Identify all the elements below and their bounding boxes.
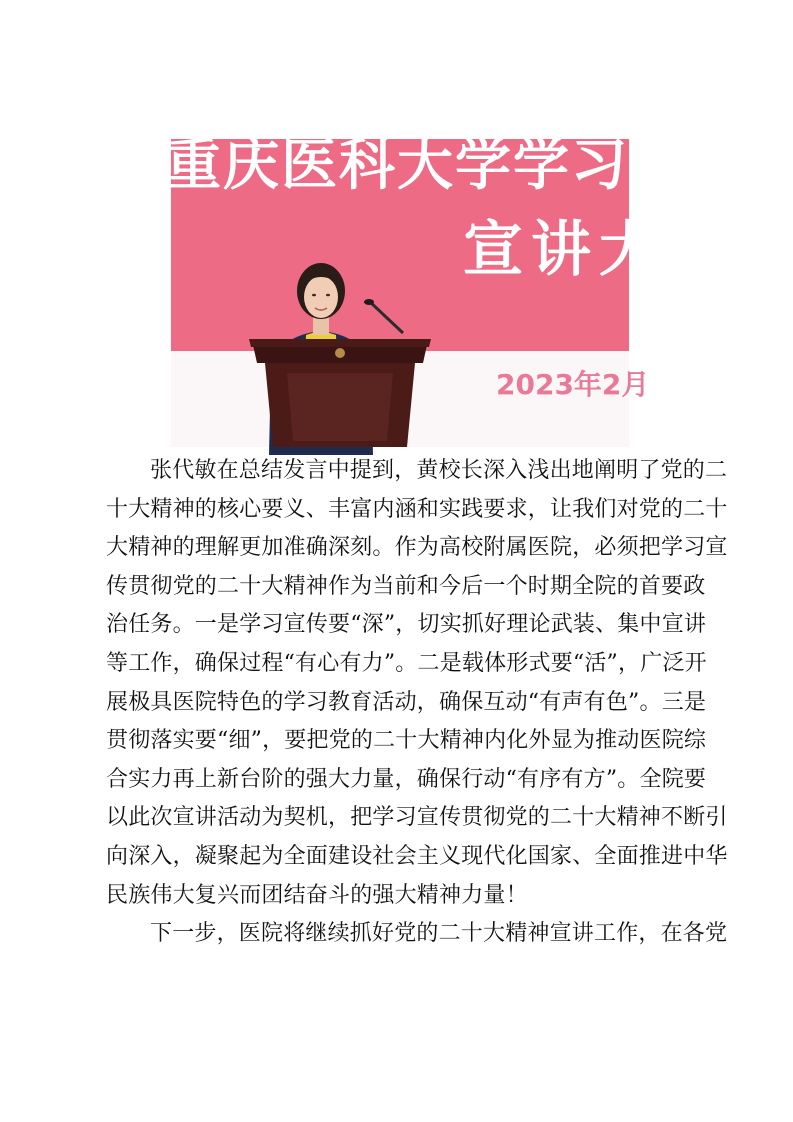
- text-line: 十大精神的核心要义、丰富内涵和实践要求，让我们对党的二十: [106, 496, 728, 522]
- text-line: 大精神的理解更加准确深刻。作为高校附属医院，必须把学习宣: [106, 535, 728, 561]
- banner-date: 2023年2月: [496, 368, 650, 401]
- text-line: 展极具医院特色的学习教育活动，确保互动“有声有色”。三是: [106, 689, 707, 715]
- event-photo: [165, 133, 667, 447]
- text-line: 民族伟大复兴而团结奋斗的强大精神力量！: [106, 882, 528, 908]
- paragraph-summary: [106, 452, 728, 915]
- text-line: 传贯彻党的二十大精神作为当前和今后一个时期全院的首要政: [106, 573, 706, 599]
- text-line: 合实力再上新台阶的强大力量，确保行动“有序有方”。全院要: [106, 766, 707, 792]
- banner-title-line2: 宣讲大: [463, 215, 667, 285]
- text-line: 向深入，凝聚起为全面建设社会主义现代化国家、全面推进中华: [106, 843, 728, 869]
- text-line: 张代敏在总结发言中提到，黄校长深入浅出地阐明了党的二: [150, 458, 728, 483]
- text-line: 以此次宣讲活动为契机，把学习宣传贯彻党的二十大精神不断引: [106, 805, 728, 831]
- paragraph-next-steps: [106, 915, 728, 954]
- podium: [247, 337, 433, 447]
- text-line: 治任务。一是学习宣传要“深”，切实抓好理论武装、集中宣讲: [106, 612, 707, 638]
- microphone-icon: [363, 299, 413, 339]
- text-line: 等工作，确保过程“有心有力”。二是载体形式要“活”，广泛开: [106, 650, 707, 676]
- text-line: 下一步，医院将继续抓好党的二十大精神宣讲工作，在各党: [150, 921, 728, 947]
- text-line: 贯彻落实要“细”，要把党的二十大精神内化外显为推动医院综: [106, 728, 707, 754]
- article-body: [106, 452, 728, 954]
- banner-title-line1: 重庆医科大学学习: [165, 133, 629, 198]
